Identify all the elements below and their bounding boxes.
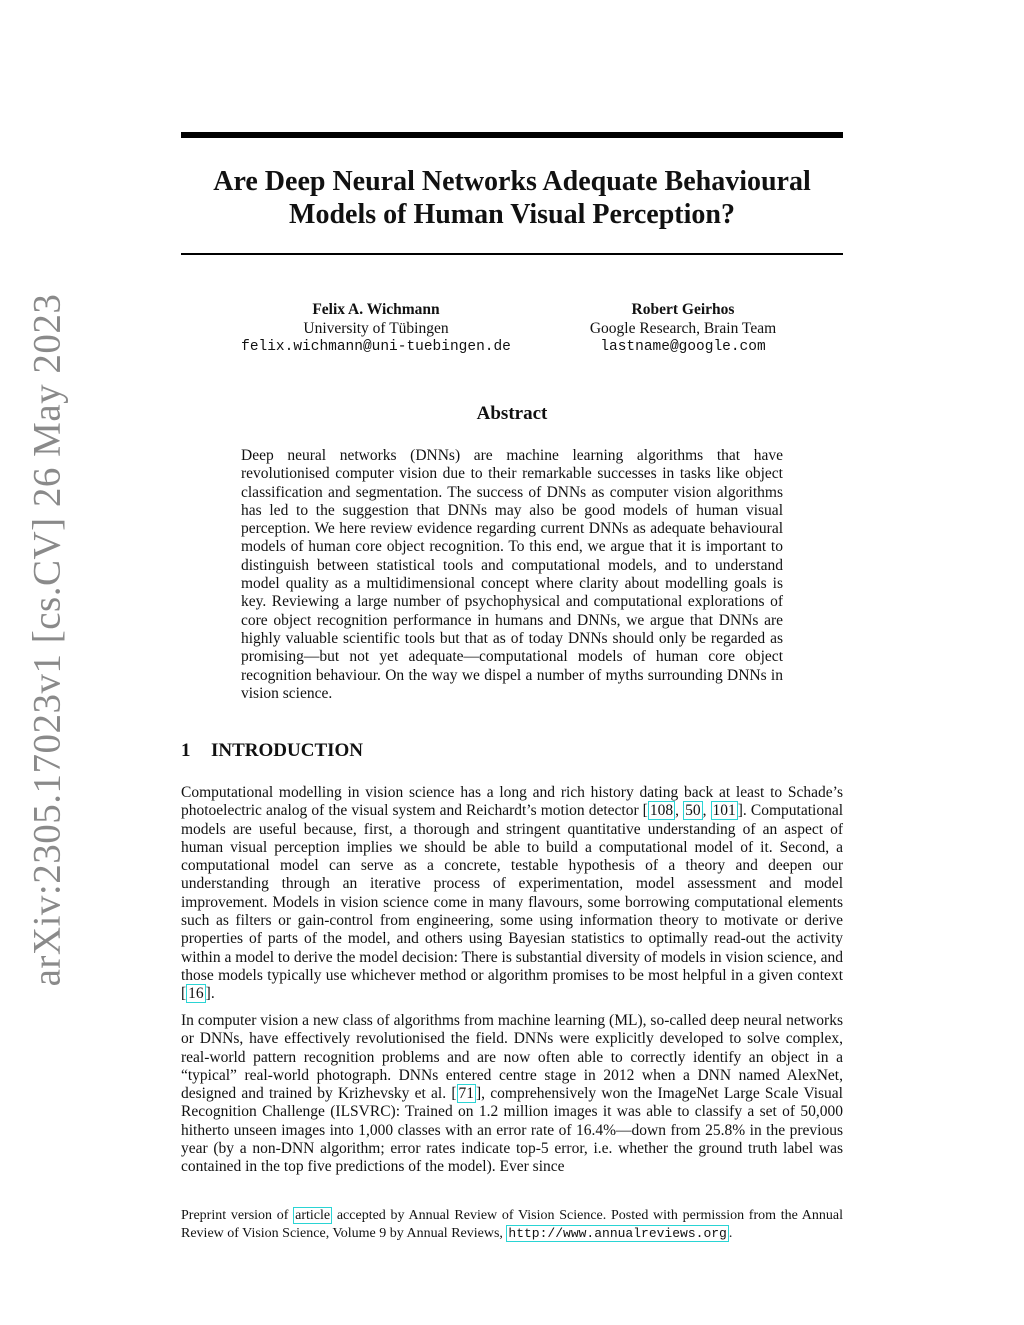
section-title: INTRODUCTION [211,740,364,761]
text-run: accepted by Annual Review of Vision Science. Posted with permission from the Annual Review of Vision Science, Volume 9 by Annual Reviews, [181,1208,843,1241]
text-run: Computational modelling in vision science has a long and rich history dating back at least to Schade’s photoelectric analog of the visual system and Reichardt’s motion detector [ [181,784,843,820]
section-heading [181,740,363,762]
title-bottom-rule [181,253,843,255]
footnote [181,1207,843,1243]
section-number: 1 [181,740,191,761]
citation-link[interactable]: 50 [685,802,701,820]
text-run: In computer vision a new class of algorithms from machine learning (ML), so-called deep neural networks or DNNs, have effectively revolutionised the field. DNNs were explicitly developed to solve complex, real-world pattern recognition problems and are now often able to correctly identify an object in a “typical” real-world photograph. DNNs entered centre stage in 2012 when a DNN named AlexNet, designed and trained by Krizhevsky et al. [ [181,1012,843,1103]
author-affiliation: University of Tübingen [303,320,449,337]
abstract-text: Deep neural networks (DNNs) are machine learning algorithms that have revolutionised computer vision due to their remarkable successes in tasks like object classification and segmentation. The success of DNNs as computer vision algorithms has led to the suggestion that DNNs may also be good models of human visual perception. We here review evidence regarding current DNNs as adequate behavioural models of human core object recognition. To this end, we argue that it is important to distinguish between statistical tools and computational models, and to understand model quality as a multidimensional concept where clarity about modelling goals is key. Reviewing a large number of psychophysical and computational explorations of core object recognition performance in humans and DNNs, we argue that DNNs are highly valuable scientific tools but that as of today DNNs should only be regarded as promising—but not yet adequate—computational models of human core object recognition behaviour. On the way we dispel a number of myths surrounding DNNs in vision science. [241,447,783,702]
text-run: . [728,1226,733,1241]
arxiv-identifier-stamp: arXiv:2305.17023v1 [cs.CV] 26 May 2023 [25,293,69,987]
citation-link[interactable]: 108 [649,802,674,820]
citation-link[interactable]: 16 [188,985,204,1003]
intro-paragraph-1: Computational modelling in vision science has a long and rich history dating back at least to Schade’s photoelectric analog of the visual system and Reichardt’s motion detector [ 108 , 50 , 101 ]. Computational models are useful because, first, a thorough and stringent quantitative understanding of an aspect of human visual perception implies we should be able to build a computational model of it. Second, a computational model can serve as a concrete, testable hypothesis of a theory and deepen our understanding through an iterative process of experimentation, model assessment and model improvement. Models in vision science come in many flavours, some borrowing computational elements such as filters or gain-control from engineering, some using information theory to motivate or derive properties of parts of the model, and others using Bayesian statistics to optimally read-out the activity within a model to derive the model decision: There is substantial diversity of models in vision science, and those models typically use whichever method or algorithm promises to be most helpful in a given context [ 16 ]. [181,784,844,1003]
text-run: Preprint version of [181,1208,294,1223]
paper-title: Are Deep Neural Networks Adequate Behavioural Models of Human Visual Perception? [213,166,811,230]
text-run: ], comprehensively won the ImageNet Large Scale Visual Recognition Challenge (ILSVRC): Trained on 1.2 million images it was able to classify a set of 50,000 hitherto unseen images into 1,000 classes with an error rate of 16.4%—down from 25.8% in the previous year (by a non-DNN algorithm; error rates indicate top-5 error, i.e. whether the ground truth label was contained in the top five predictions of the model). Ever since [181,1085,843,1176]
title-top-rule [181,132,843,138]
text-run: ]. Computational models are useful because, first, a thorough and stringent quantitative understanding of an aspect of human visual perception implies we should be able to build a computational model of it. Second, a computational model can serve as a concrete, testable hypothesis of a theory and deepen our understanding through an iterative process of experimentation, model assessment and model improvement. Models in vision science come in many flavours, some borrowing computational elements such as filters or gain-control from engineering, some using information theory to motivate or derive properties of parts of the model, and others using Bayesian statistics to optimally read-out the activity within a model to derive the model decision: There is substantial diversity of models in vision science, and those models typically use whichever method or algorithm promises to be most helpful in a given context [ [181,802,844,1003]
citation-link[interactable]: 101 [712,802,736,820]
author-name: Felix A. Wichmann [312,301,440,318]
author-email[interactable]: felix.wichmann@uni-tuebingen.de [241,339,511,355]
author-affiliation: Google Research, Brain Team [589,320,777,337]
author-email[interactable]: lastname@google.com [600,339,766,355]
intro-paragraph-2 [181,1012,843,1177]
citation-link[interactable]: 71 [458,1085,475,1103]
annualreviews-url-link[interactable]: http://www.annualreviews.org [508,1226,727,1241]
author-name: Robert Geirhos [631,301,735,318]
text-run: ]. [205,985,215,1003]
author-block-2 [503,300,863,357]
article-link[interactable]: article [295,1208,331,1223]
abstract-heading: Abstract [476,403,548,424]
author-block-1 [196,300,556,357]
